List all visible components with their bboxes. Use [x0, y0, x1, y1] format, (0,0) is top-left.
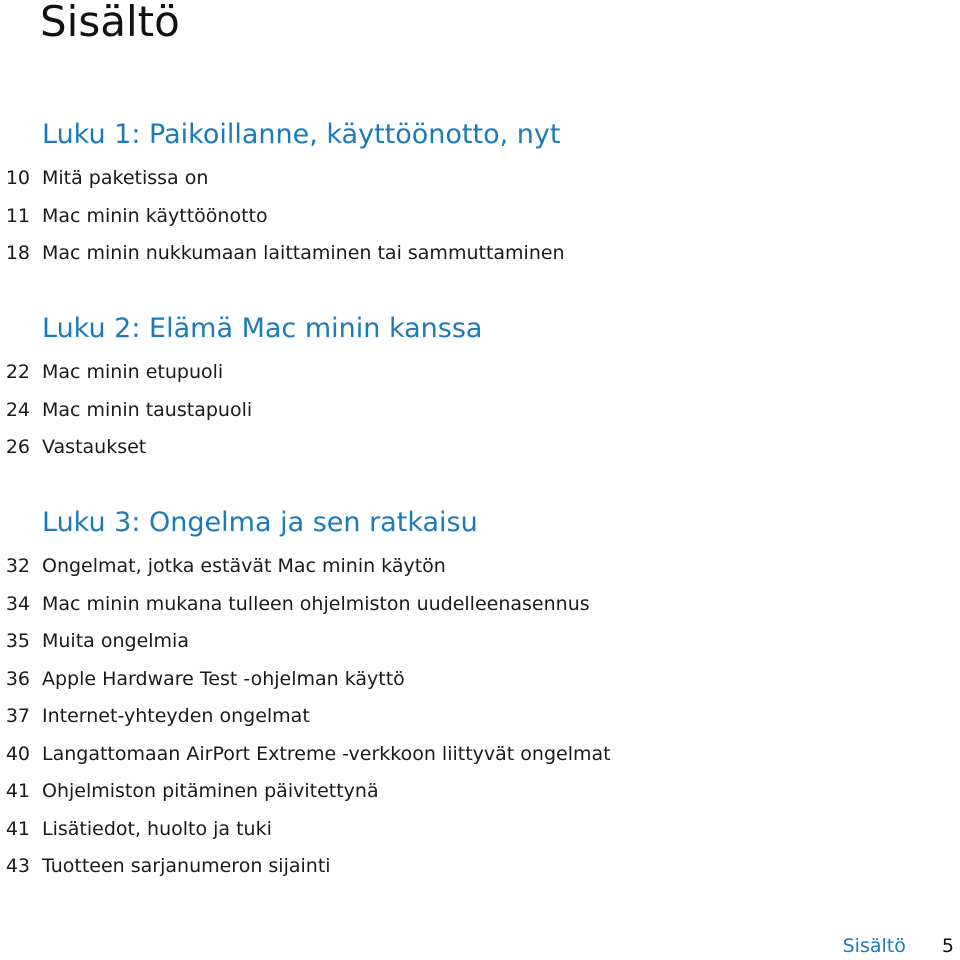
entry-page-number: 41 — [5, 780, 30, 802]
chapter-section — [0, 118, 960, 273]
entry-page-number: 34 — [5, 592, 30, 615]
page-title: Sisältö — [40, 0, 180, 46]
toc-entry[interactable] — [0, 736, 960, 774]
entry-page-number: 35 — [5, 630, 30, 652]
toc-entry[interactable] — [0, 548, 960, 586]
toc-entry[interactable] — [0, 661, 960, 699]
entry-title: Mac minin taustapuoli — [42, 398, 253, 421]
toc-entry[interactable] — [0, 848, 960, 886]
entry-page-number: 37 — [5, 705, 30, 727]
entry-page-number: 22 — [5, 361, 30, 383]
toc-entry[interactable] — [0, 392, 960, 430]
entry-title: Mitä paketissa on — [42, 167, 209, 189]
entry-title: Muita ongelmia — [42, 630, 189, 652]
toc-entry[interactable] — [0, 354, 960, 392]
chapter-section — [0, 506, 960, 886]
entry-page-number: 24 — [5, 398, 30, 421]
entry-page-number: 41 — [5, 817, 30, 840]
toc-entry[interactable] — [0, 773, 960, 811]
entry-page-number: 36 — [5, 667, 30, 690]
toc-entry[interactable] — [0, 198, 960, 236]
entry-title: Ohjelmiston pitäminen päivitettynä — [42, 780, 379, 802]
chapter-heading[interactable]: Luku 1: Paikoillanne, käyttöönotto, nyt — [42, 119, 561, 150]
entry-page-number: 10 — [5, 167, 30, 189]
toc-entry[interactable] — [0, 623, 960, 661]
page-footer — [843, 932, 954, 960]
entry-page-number: 40 — [5, 742, 30, 765]
entry-title: Ongelmat, jotka estävät Mac minin käytön — [42, 555, 446, 577]
entry-title: Lisätiedot, huolto ja tuki — [42, 817, 272, 840]
entry-page-number: 18 — [5, 242, 30, 264]
toc-entry[interactable] — [0, 429, 960, 467]
toc-entry[interactable] — [0, 586, 960, 624]
entry-page-number: 43 — [5, 855, 30, 877]
entry-title: Mac minin etupuoli — [42, 361, 224, 383]
chapter-section — [0, 312, 960, 467]
toc-entry[interactable] — [0, 698, 960, 736]
footer-section-label: Sisältö — [842, 935, 906, 957]
toc-entry[interactable] — [0, 160, 960, 198]
toc-entry[interactable] — [0, 811, 960, 849]
entry-title: Internet-yhteyden ongelmat — [42, 705, 310, 727]
entry-title: Mac minin käyttöönotto — [42, 204, 268, 227]
chapter-heading[interactable]: Luku 3: Ongelma ja sen ratkaisu — [42, 507, 478, 538]
entry-page-number: 26 — [5, 436, 30, 458]
entry-title: Tuotteen sarjanumeron sijainti — [42, 855, 331, 877]
entry-title: Apple Hardware Test -ohjelman käyttö — [42, 667, 405, 690]
toc-entry[interactable] — [0, 235, 960, 273]
entry-title: Vastaukset — [42, 436, 147, 458]
entry-title: Langattomaan AirPort Extreme -verkkoon liittyvät ongelmat — [42, 742, 611, 765]
entry-title: Mac minin mukana tulleen ohjelmiston uudelleenasennus — [42, 592, 590, 615]
footer-page-number: 5 — [941, 935, 954, 957]
entry-title: Mac minin nukkumaan laittaminen tai sammuttaminen — [42, 242, 565, 264]
chapter-heading[interactable]: Luku 2: Elämä Mac minin kanssa — [42, 313, 483, 344]
entry-page-number: 32 — [5, 555, 30, 577]
entry-page-number: 11 — [5, 204, 30, 227]
